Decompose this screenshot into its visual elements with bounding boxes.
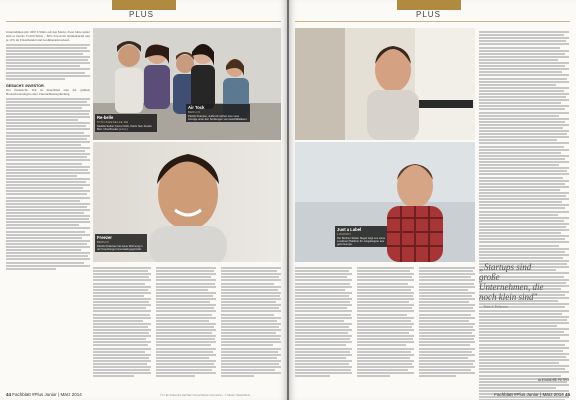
photo-caption xyxy=(95,234,147,252)
caption-description: Patrick Petersen, Aufbruch sichert eine neue Anzeige unter den Senkungen von Geschäftsideen. xyxy=(188,115,248,122)
subhead-paragraph: Der finanzielle Teil ist manchmal eine der größten Herausforderungen einer Unternehmensgründung. xyxy=(6,88,90,97)
photo-caption xyxy=(186,104,250,122)
article-column-right-4 xyxy=(419,266,475,378)
caption-description: Patrick Pedersen hat seine Wohnung in der Kreuzberger Innenstadt gegründet. xyxy=(97,245,143,252)
group-photo xyxy=(93,28,281,140)
caption-name: Air Tock xyxy=(188,105,205,110)
photo-caption xyxy=(335,226,387,247)
subheading: GESUCHT: INVESTOR. xyxy=(6,83,45,88)
article-column-right-3 xyxy=(357,266,414,378)
caption-name: Freezer xyxy=(97,235,112,240)
caption-name: Just a Label xyxy=(337,227,362,232)
section-tab xyxy=(112,0,176,10)
section-label-left: PLUS xyxy=(129,10,154,19)
article-column-1 xyxy=(6,30,90,271)
page-folio-left xyxy=(6,392,82,397)
magazine-name: Fachblatt #Plus Junior | März 2014 xyxy=(12,392,82,397)
section-label-right: PLUS xyxy=(416,10,441,19)
footer-credit: © Fr. Ein Artikel des Fachblatt / Deutschlands Unternehmer · © Nikolai / Nikolai Berlin xyxy=(160,394,251,397)
article-column-right-1 xyxy=(479,30,569,400)
page-folio-right xyxy=(494,392,570,397)
storefront-photo xyxy=(295,28,475,140)
article-column-3 xyxy=(156,266,216,378)
article-column-right-2 xyxy=(295,266,352,378)
caption-location: BERLIN xyxy=(97,240,109,244)
caption-description: Nadelle Seibel, Fiona Ulrich, Katrin Seil, Kerstin Merl, Nina Brocker (v.l.n.r.) xyxy=(97,125,152,132)
caption-location: BERLIN xyxy=(188,110,200,114)
caption-description: Der Berliner Stefan Siegel zeigt uns seine Londoner Plattform für Jungdesigner aus ganz Europa. xyxy=(337,237,386,247)
section-tab xyxy=(397,0,461,10)
article-intro-text: Unternehmen mit 1000 T-Shirts auf den Markt. Zwei Jahre später sind es bereits 15.000 Shirts – 80% davon im Onlinehandel und je 10% im Einzelhandel und Großhandelsverkauf. xyxy=(6,30,90,43)
article-column-2 xyxy=(93,266,151,378)
plaid-shirt-photo xyxy=(295,142,475,262)
page-number: 45 xyxy=(564,392,570,397)
page-number: 44 xyxy=(6,392,12,397)
portrait-photo xyxy=(93,142,281,262)
pull-quote-text: „Startups sind große Unternehmen, die noch klein sind" xyxy=(479,262,544,302)
magazine-name: Fachblatt #Plus Junior | März 2014 xyxy=(494,392,564,397)
author-signature: ALEXANDRE PETRO xyxy=(537,378,569,382)
pull-quote xyxy=(479,262,549,309)
left-page xyxy=(0,0,287,400)
header-rule xyxy=(295,21,570,22)
article-column-4 xyxy=(221,266,281,378)
caption-name: Re-belle xyxy=(97,115,114,120)
caption-location: STÜCKGESELLE.DE xyxy=(97,120,129,124)
caption-location: LONDON xyxy=(337,232,351,236)
right-page xyxy=(289,0,576,400)
pull-quote-attribution: — Patrick Pedersen xyxy=(479,305,508,309)
photo-caption xyxy=(95,114,157,132)
header-rule xyxy=(6,21,281,22)
